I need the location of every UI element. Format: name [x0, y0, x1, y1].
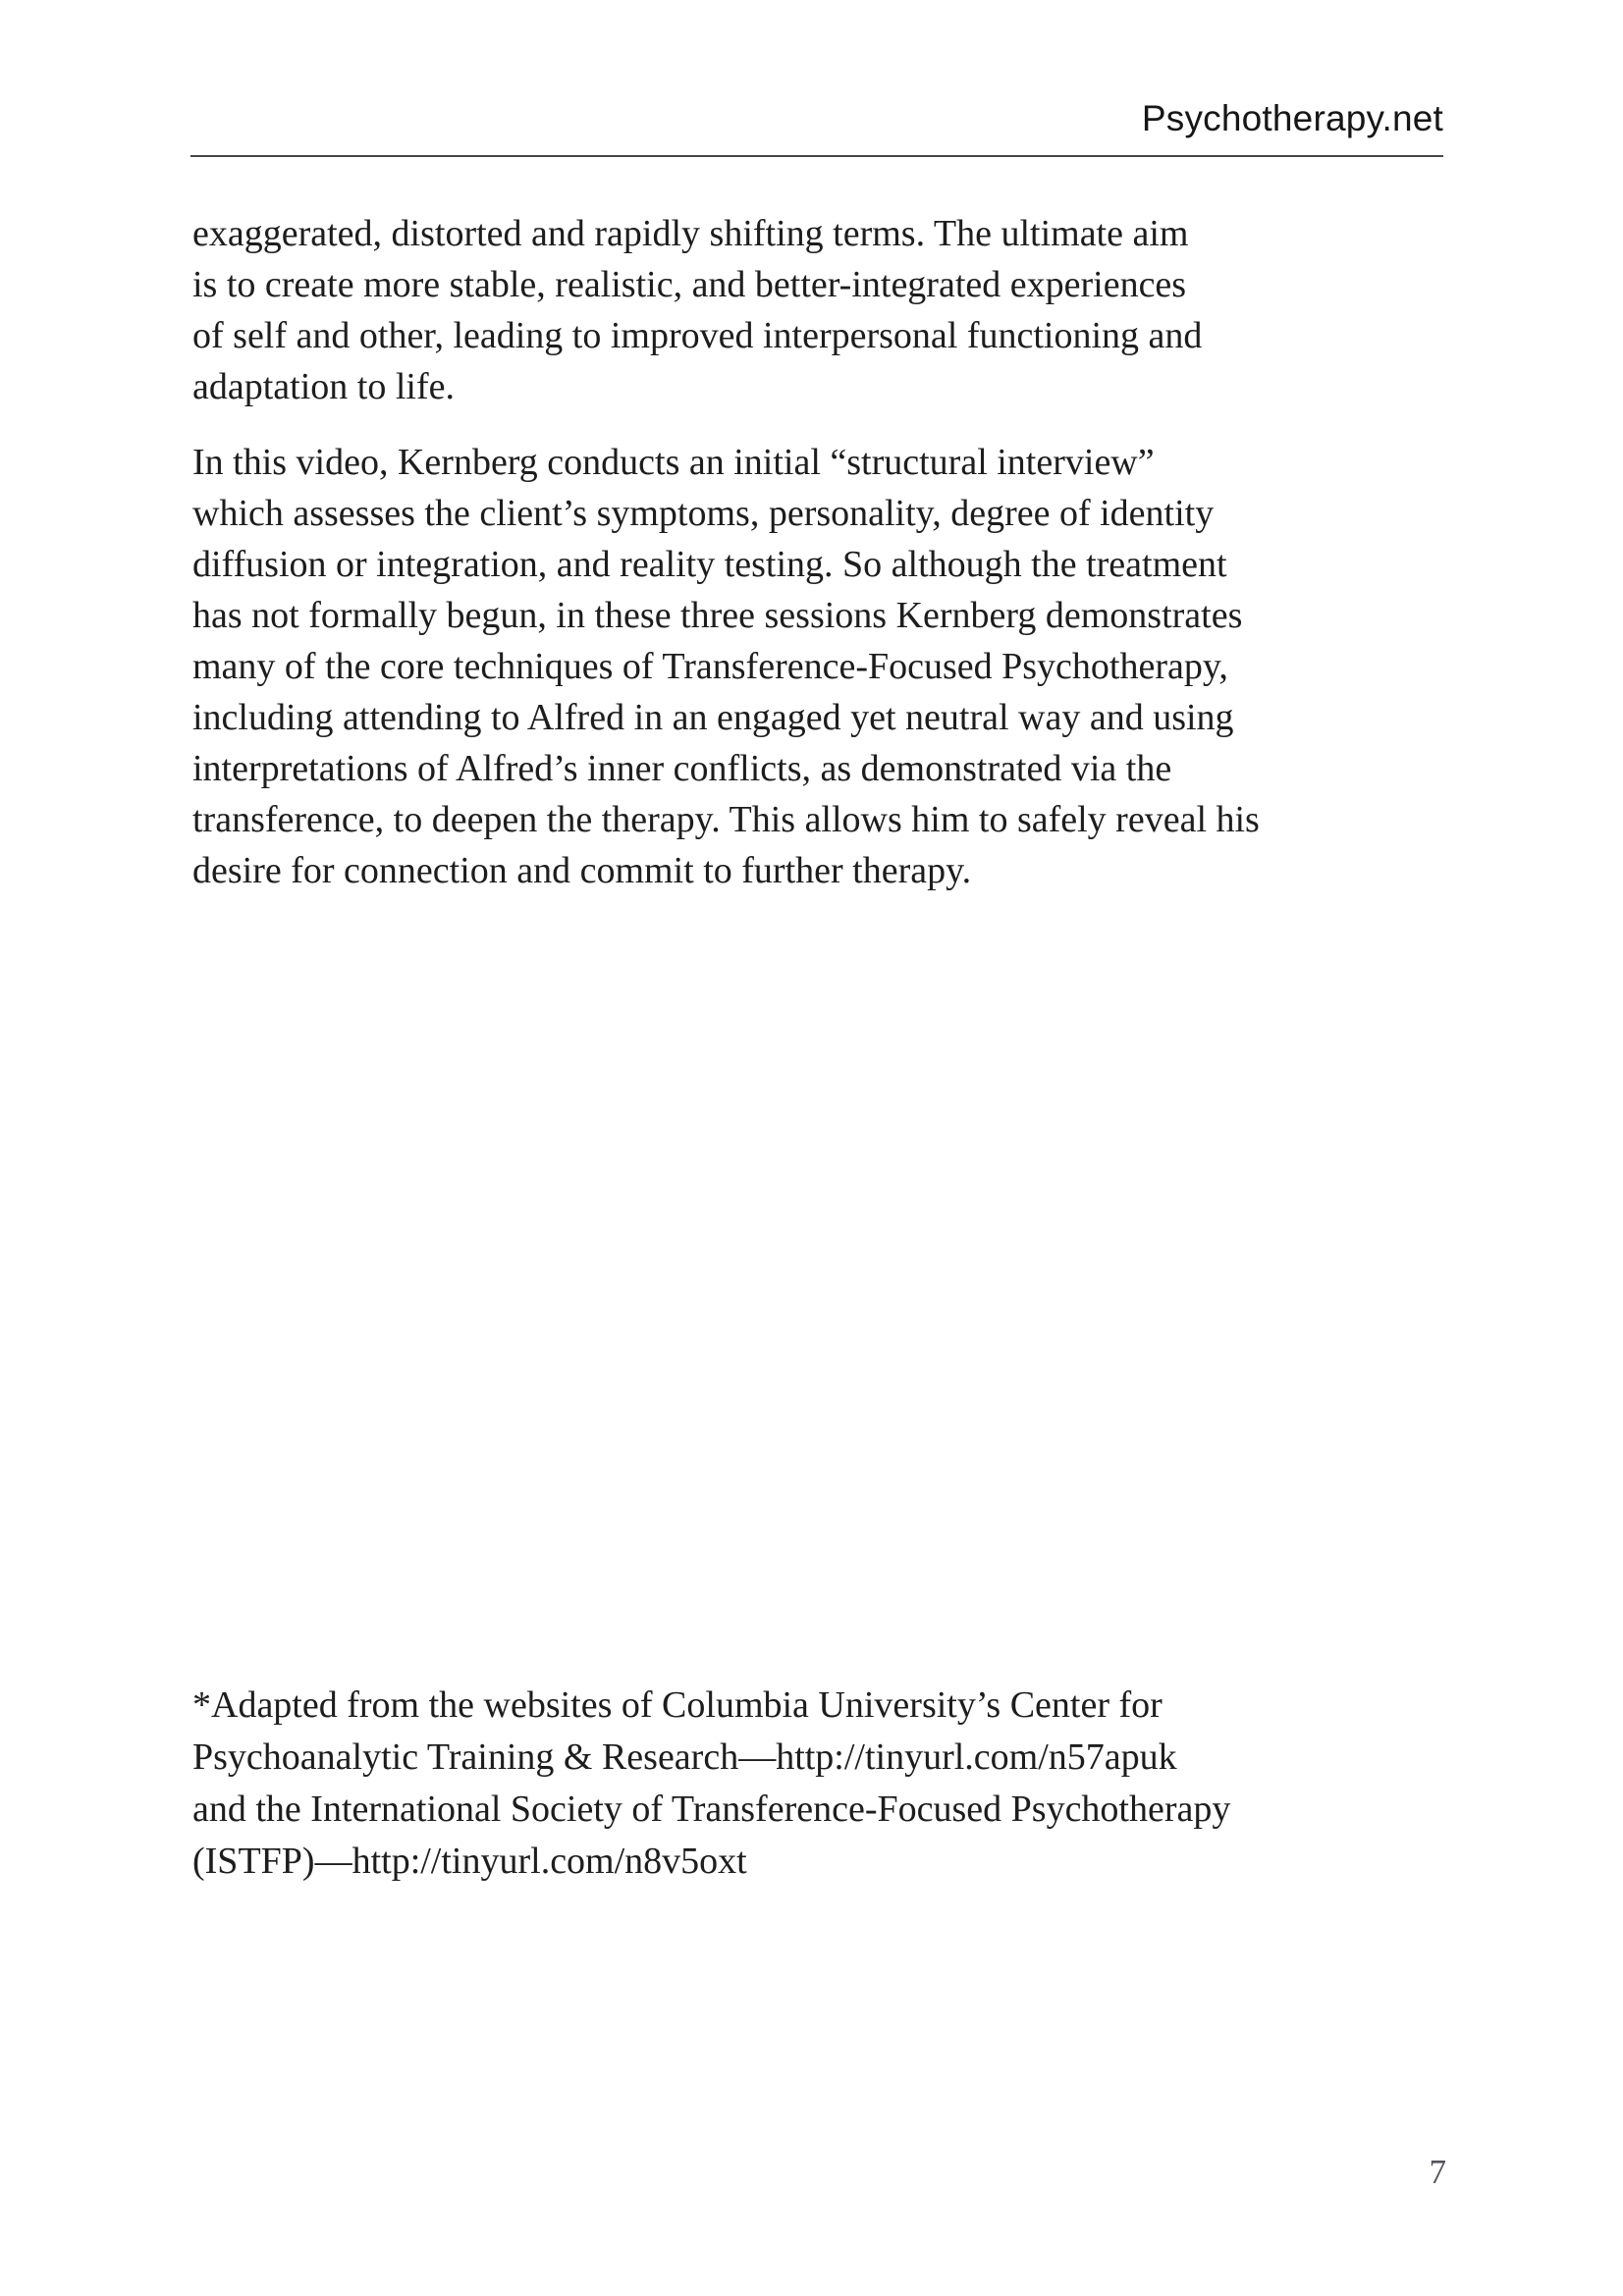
footnote-line: (ISTFP)—http://tinyurl.com/n8v5oxt — [192, 1841, 747, 1882]
text-line: transference, to deepen the therapy. This allows him to safely reveal his — [192, 799, 1260, 840]
page-number: 7 — [1429, 2153, 1446, 2191]
footnote-line: *Adapted from the websites of Columbia University’s Center for — [192, 1684, 1163, 1726]
text-line: many of the core techniques of Transference-Focused Psychotherapy, — [192, 646, 1228, 687]
text-line: of self and other, leading to improved interpersonal functioning and — [192, 315, 1203, 356]
text-line: has not formally begun, in these three sessions Kernberg demonstrates — [192, 595, 1243, 636]
body-text — [192, 208, 1479, 896]
text-line: is to create more stable, realistic, and better-integrated experiences — [192, 264, 1187, 305]
text-line: interpretations of Alfred’s inner conflicts, as demonstrated via the — [192, 748, 1172, 789]
text-line: which assesses the client’s symptoms, personality, degree of identity — [192, 493, 1215, 534]
text-line: desire for connection and commit to further therapy. — [192, 850, 972, 891]
footnote-line: Psychoanalytic Training & Research—http://tinyurl.com/n57apuk — [192, 1736, 1177, 1778]
text-line: including attending to Alfred in an engaged yet neutral way and using — [192, 697, 1234, 738]
text-line: In this video, Kernberg conducts an initial “structural interview” — [192, 442, 1155, 483]
header-rule — [190, 155, 1443, 157]
header-brand-text: Psychotherapy.net — [1141, 98, 1443, 138]
text-line: adaptation to life. — [192, 366, 455, 407]
paragraph-2 — [192, 437, 1479, 896]
paragraph-1 — [192, 208, 1479, 412]
text-line: exaggerated, distorted and rapidly shifting terms. The ultimate aim — [192, 213, 1189, 254]
footnote-line: and the International Society of Transference-Focused Psychotherapy — [192, 1789, 1231, 1830]
text-line: diffusion or integration, and reality testing. So although the treatment — [192, 544, 1227, 585]
footnote — [192, 1680, 1479, 1888]
